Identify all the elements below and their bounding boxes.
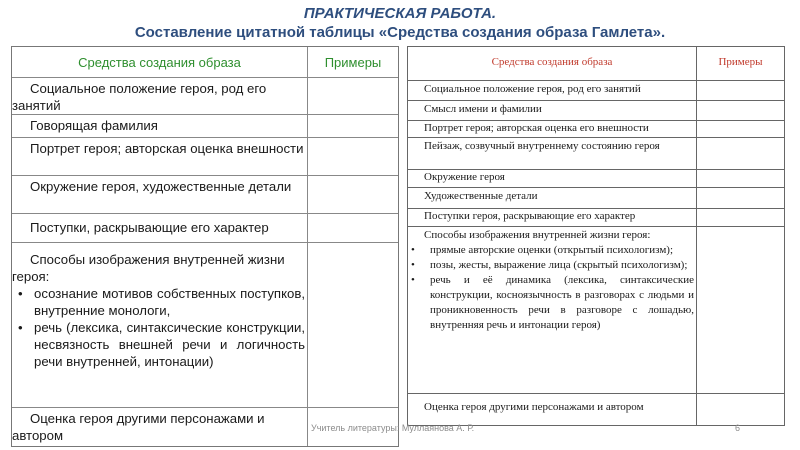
right-examples-cell[interactable] bbox=[697, 170, 784, 187]
right-header-col2: Примеры bbox=[718, 56, 763, 68]
right-examples-cell[interactable] bbox=[697, 138, 784, 169]
right-examples-cell[interactable] bbox=[697, 81, 784, 100]
right-examples-cell[interactable] bbox=[697, 209, 784, 226]
right-row bbox=[408, 80, 784, 100]
left-row-text: Социальное положение героя, род его занятий bbox=[12, 81, 267, 113]
list-item: • речь (лексика, синтаксические конструкции, несвязность внешней речи и логичность речи внутренней, интонации) bbox=[12, 319, 305, 370]
right-row-text: Оценка героя другими персонажами и автором bbox=[424, 401, 644, 413]
left-row-text: Оценка героя другими персонажами и автором bbox=[12, 411, 265, 443]
slide-title-line2: Составление цитатной таблицы «Средства создания образа Гамлета». bbox=[134, 24, 666, 41]
right-examples-cell[interactable] bbox=[697, 121, 784, 137]
left-row bbox=[12, 114, 398, 137]
right-row bbox=[408, 226, 784, 393]
left-row-text: Поступки, раскрывающие его характер bbox=[30, 220, 269, 235]
right-row-text: Художественные детали bbox=[424, 190, 538, 202]
right-row bbox=[408, 208, 784, 226]
list-item: • осознание мотивов собственных поступков, внутренние монологи, bbox=[12, 285, 305, 319]
left-row-text: Портрет героя; авторская оценка внешности bbox=[30, 141, 304, 156]
left-examples-cell[interactable] bbox=[308, 78, 398, 114]
left-examples-cell[interactable] bbox=[308, 243, 398, 407]
right-inner-life-list bbox=[408, 243, 694, 333]
left-row-text: Способы изображения внутренней жизни героя: bbox=[12, 252, 285, 284]
left-table bbox=[11, 46, 399, 447]
right-row-text: Окружение героя bbox=[424, 171, 505, 183]
left-examples-cell[interactable] bbox=[308, 138, 398, 175]
left-examples-cell[interactable] bbox=[308, 214, 398, 242]
right-row bbox=[408, 393, 784, 425]
left-row-text: Говорящая фамилия bbox=[30, 118, 158, 133]
right-examples-cell[interactable] bbox=[697, 394, 784, 425]
left-row bbox=[12, 242, 398, 407]
right-row bbox=[408, 100, 784, 120]
right-row-text: Поступки героя, раскрывающие его характер bbox=[424, 210, 636, 222]
list-item: • речь и её динамика (лексика, синтаксические конструкции, косноязычность в разговорах с людьми и проникновенность речи в разговоре с лошадью, внутренняя речь и интонации героя) bbox=[408, 273, 694, 333]
right-row bbox=[408, 187, 784, 208]
left-row bbox=[12, 213, 398, 242]
left-row bbox=[12, 137, 398, 175]
left-inner-life-list bbox=[12, 285, 305, 370]
list-item: • прямые авторские оценки (открытый психологизм); bbox=[408, 243, 694, 258]
right-row bbox=[408, 169, 784, 187]
right-examples-cell[interactable] bbox=[697, 227, 784, 393]
right-table-header bbox=[408, 47, 784, 80]
left-header-col2: Примеры bbox=[308, 47, 398, 77]
slide-title-line1: ПРАКТИЧЕСКАЯ РАБОТА. bbox=[303, 5, 497, 22]
right-row bbox=[408, 137, 784, 169]
page-number: 6 bbox=[735, 423, 741, 433]
right-row-text: Пейзаж, созвучный внутреннему состоянию героя bbox=[424, 140, 660, 152]
left-row-text: Окружение героя, художественные детали bbox=[30, 179, 292, 194]
list-item: • позы, жесты, выражение лица (скрытый психологизм); bbox=[408, 258, 694, 273]
right-row-text: Способы изображения внутренней жизни героя: bbox=[424, 229, 651, 241]
left-examples-cell[interactable] bbox=[308, 176, 398, 213]
right-row-text: Социальное положение героя, род его занятий bbox=[424, 83, 641, 95]
right-table bbox=[407, 46, 785, 426]
right-row bbox=[408, 120, 784, 137]
right-header-col1: Средства создания образа bbox=[408, 47, 697, 80]
left-examples-cell[interactable] bbox=[308, 115, 398, 137]
left-header-col1: Средства создания образа bbox=[12, 47, 308, 77]
right-row-text: Портрет героя; авторская оценка его внешности bbox=[424, 122, 649, 134]
right-examples-cell[interactable] bbox=[697, 101, 784, 120]
right-row-text: Смысл имени и фамилии bbox=[424, 103, 542, 115]
footer-teacher: Учитель литературы: Муллаянова А. Р. bbox=[311, 423, 475, 433]
left-row bbox=[12, 77, 398, 114]
left-row bbox=[12, 175, 398, 213]
right-examples-cell[interactable] bbox=[697, 188, 784, 208]
left-table-header bbox=[12, 47, 398, 77]
